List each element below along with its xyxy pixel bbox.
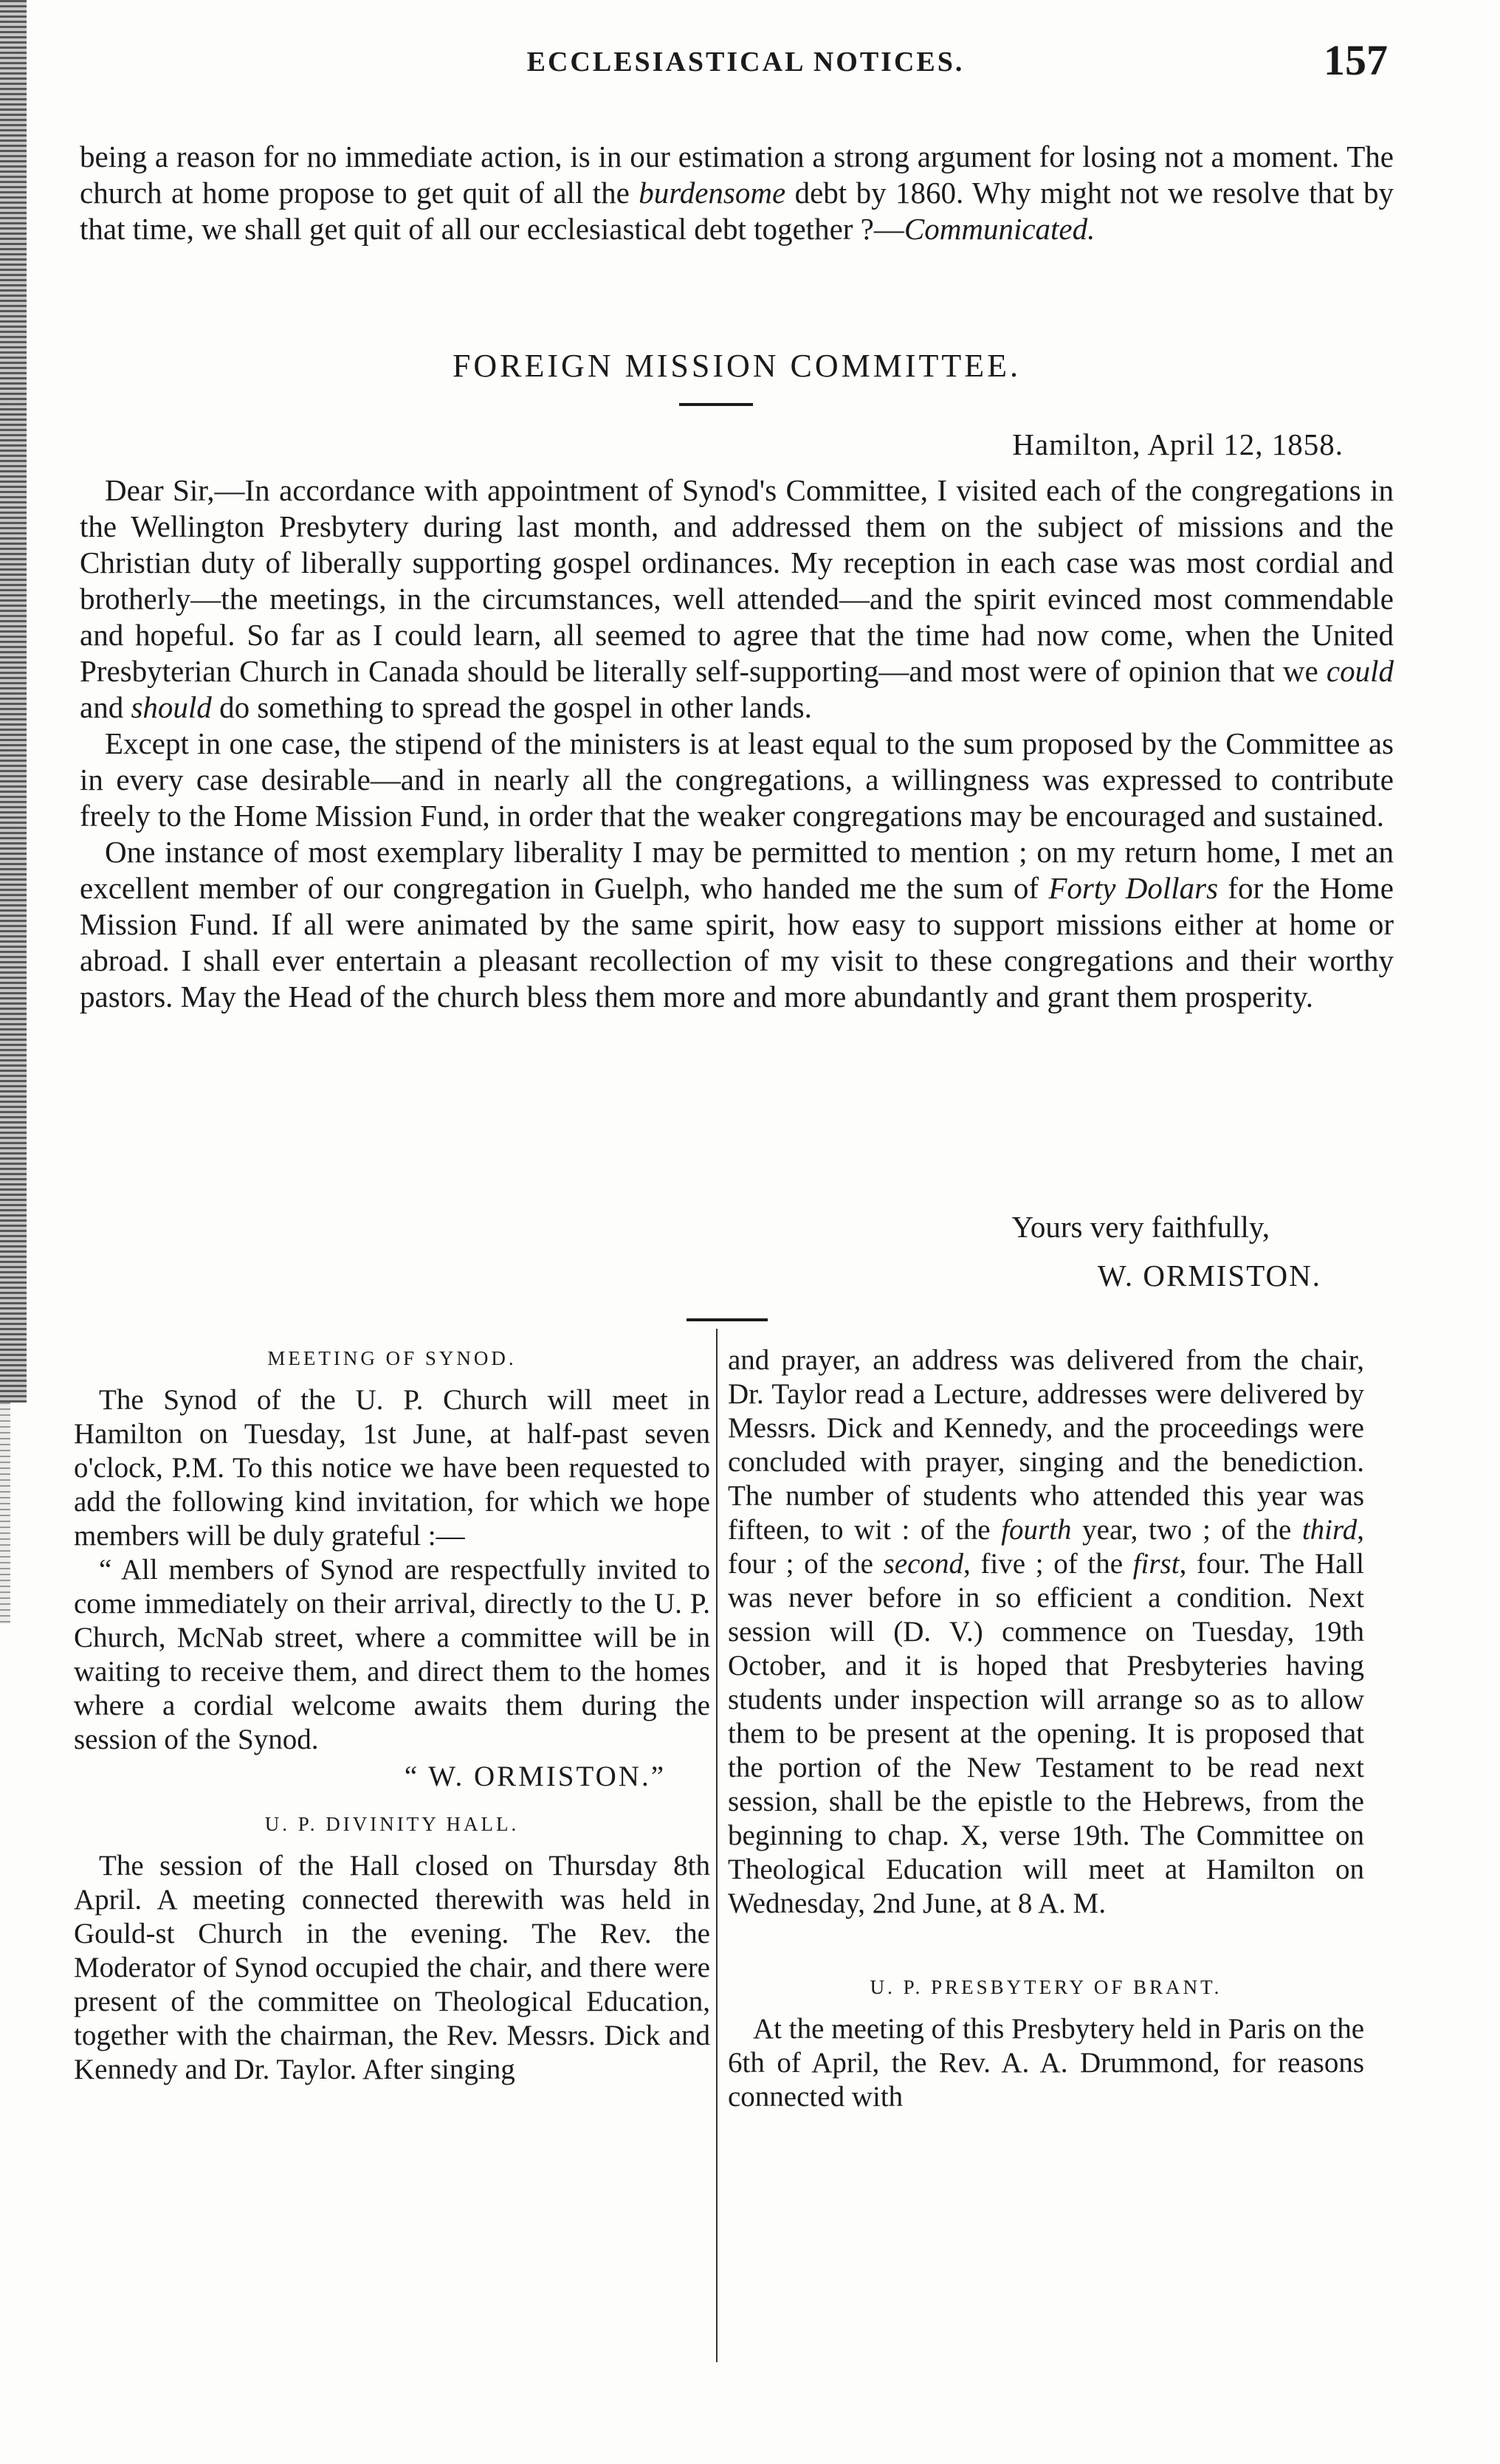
letter-body [80, 472, 1394, 1015]
letter-paragraph-1 [80, 472, 1394, 726]
intro-signoff: Communicated. [904, 212, 1095, 246]
dh-text-b: year, two ; of the [1071, 1514, 1302, 1546]
letter-dateline: Hamilton, April 12, 1858. [1012, 427, 1344, 461]
section-rule [687, 1318, 768, 1321]
dh-text-c: , four ; of the [728, 1514, 1364, 1580]
left-column [74, 1343, 710, 2087]
page-edge-shadow [0, 0, 27, 1403]
running-head: ECCLESIASTICAL NOTICES. [526, 47, 965, 78]
heading-rule [679, 403, 753, 406]
letter-p1-text-a: Dear Sir,—In accordance with appointment of Synod's Committee, I visited each of the congregations in the Wellington Presbytery during last month, and addressed them on the subject of missions and the Christian duty of liberally supporting gospel ordinances. My reception in each case was most cordial and brotherly—the meetings, in the circumstances, well attended—and the spirit evinced most commendable and hopeful. So far as I could learn, all seemed to agree that the time had now come, when the United Presbyterian Church in Canada should be literally self-supporting—and most were of opinion that we [80, 473, 1394, 688]
dh-text-d: , five ; of the [963, 1548, 1133, 1580]
dh-text-e: , four. The Hall was never before in so efficient a condition. Next session will (D. V.) commence on Tuesday, 19th October, and it is hoped that Presbyteries having students under inspection will arrange so as to allow them to be present at the opening. It is proposed that the portion of the New Testament to be read next session, shall be the epistle to the Hebrews, from the beginning to chap. X, verse 19th. The Committee on Theological Education will meet at Hamilton on Wednesday, 2nd June, at 8 A. M. [728, 1548, 1364, 1919]
column-rule [716, 1329, 718, 2362]
letter-p3-text-a: One instance of most exemplary liberality I may be permitted to mention ; on my return home, I met an excellent member of our congregation in Guelph, who handed me the sum of [80, 835, 1394, 905]
intro-text-a: being a reason for no immediate action, is in our estimation a strong argument for losing not a moment. The church at home propose to get quit of all the [80, 140, 1394, 210]
divinity-hall-heading: U. P. DIVINITY HALL. [264, 1813, 520, 1835]
divinity-hall-paragraph-right [728, 1343, 1364, 1921]
intro-paragraph [80, 139, 1394, 247]
page-edge-shadow-lower [0, 1403, 10, 1624]
page-number: 157 [1324, 36, 1388, 84]
dh-italic-first: first [1132, 1548, 1180, 1580]
brant-paragraph: At the meeting of this Presbytery held in Paris on the 6th of April, the Rev. A. A. Drummond, for reasons connected with [728, 2013, 1364, 2113]
synod-paragraph-2: “ All members of Synod are respectfully invited to come immediately on their arrival, directly to the U. P. Church, McNab street, where a committee will be in waiting to receive them, and direct them to the homes where a cordial welcome awaits them during the session of the Synod. [74, 1554, 710, 1755]
right-column [728, 1343, 1364, 2114]
synod-signature: “ W. ORMISTON.” [404, 1761, 666, 1792]
intro-section [80, 139, 1394, 247]
letter-paragraph-2: Except in one case, the stipend of the ministers is at least equal to the sum proposed by the Committee as in every case desirable—and in nearly all the congregations, a willingness was expressed to contribute freely to the Home Mission Fund, in order that the weaker congregations may be encouraged and sustained. [80, 726, 1394, 833]
dh-italic-third: third [1301, 1514, 1358, 1546]
dh-italic-second: second [883, 1548, 963, 1580]
letter-signature: W. ORMISTON. [1097, 1259, 1321, 1293]
letter-p1-italic-could: could [1326, 654, 1394, 688]
dh-italic-fourth: fourth [1001, 1514, 1072, 1546]
foreign-mission-heading: FOREIGN MISSION COMMITTEE. [452, 348, 1022, 384]
letter-p1-italic-should: should [131, 690, 212, 724]
letter-closing: Yours very faithfully, [1011, 1210, 1270, 1244]
column-spacer [728, 1921, 1364, 1972]
letter-p3-text-b: for the Home Mission Fund. If all were animated by the same spirit, how easy to support missions either at home or abroad. I shall ever entertain a pleasant recollection of my visit to these congregations and their worthy pastors. May the Head of the church bless them more and more abundantly and grant them prosperity. [80, 871, 1394, 1014]
intro-italic: burdensome [639, 176, 786, 210]
letter-p1-text-c: do something to spread the gospel in other lands. [211, 690, 812, 724]
dh-text-a: and prayer, an address was delivered from the chair, Dr. Taylor read a Lecture, addresses were delivered by Messrs. Dick and Kennedy, and the proceedings were concluded with prayer, singing and the benediction. The number of students who attended this year was fifteen, to wit : of the [728, 1344, 1364, 1546]
brant-heading: U. P. PRESBYTERY OF BRANT. [870, 1976, 1222, 1998]
divinity-hall-paragraph-left: The session of the Hall closed on Thursday 8th April. A meeting connected therewith was held in Gould-st Church in the evening. The Rev. the Moderator of Synod occupied the chair, and there were present of the committee on Theological Education, together with the chairman, the Rev. Messrs. Dick and Kennedy and Dr. Taylor. After singing [74, 1850, 710, 2085]
synod-paragraph-1: The Synod of the U. P. Church will meet in Hamilton on Tuesday, 1st June, at half-past seven o'clock, P.M. To this notice we have been requested to add the following kind invitation, for which we hope members will be duly grateful :— [74, 1384, 710, 1552]
letter-p1-text-b: and [80, 690, 131, 724]
letter-p3-italic: Forty Dollars [1048, 871, 1219, 905]
synod-heading: MEETING OF SYNOD. [267, 1347, 517, 1369]
intro-text-b: debt by 1860. Why might not we resolve that by that time, we shall get quit of all our ecclesiastical debt together ?— [80, 176, 1394, 246]
letter-paragraph-3 [80, 834, 1394, 1015]
